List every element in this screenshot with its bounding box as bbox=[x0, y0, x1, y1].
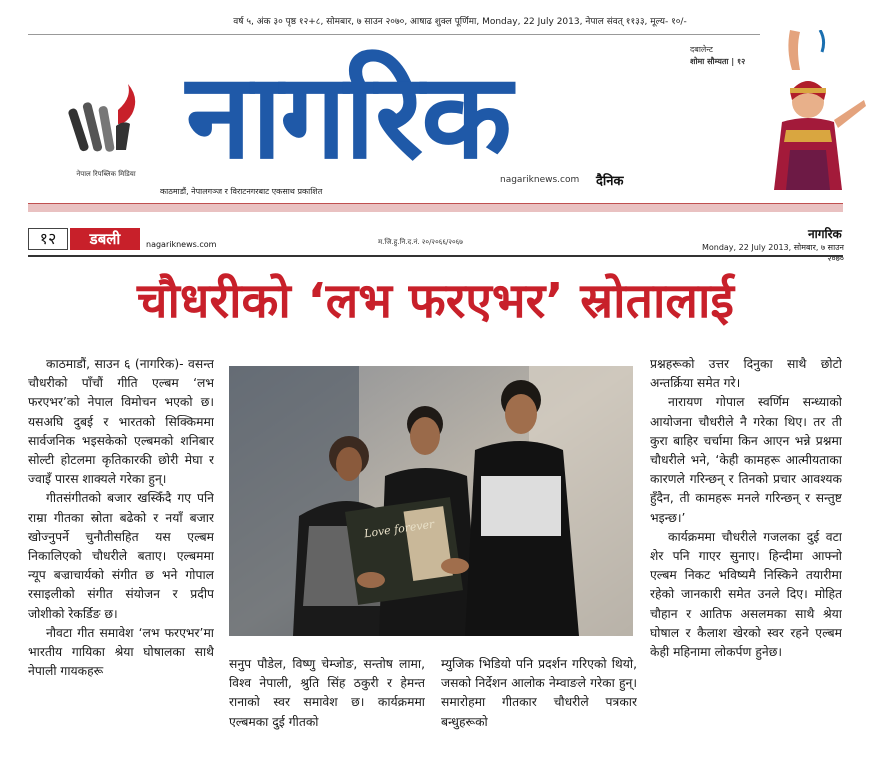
section-date: Monday, 22 July 2013, सोमबार, ७ साउन २०७० bbox=[701, 243, 844, 263]
publisher-logo bbox=[66, 80, 142, 168]
page-number: १२ bbox=[28, 228, 68, 250]
masthead-daily-label: दैनिक bbox=[596, 174, 624, 189]
section-brand: नागरिक bbox=[808, 227, 842, 241]
paragraph: काठमाडौं, साउन ६ (नागरिक)- वसन्त चौधरीको पाँचौं गीति एल्बम ‘लभ फरएभर’को नेपाल विमोचन भएको छ। यसअघि दुबई र भारतको सिक्किममा सार्वजनिक भइसकेको एल्बमको शनिबार सोल्टी होटलमा कृतिकारकी छोरी मेघा र ज्वाइँ पारस शाक्यले गरेका हुन्। bbox=[28, 357, 214, 487]
promo-line-1: दबालेन्ट bbox=[690, 45, 713, 54]
masthead-website: nagariknews.com bbox=[500, 175, 580, 185]
article-photo bbox=[229, 366, 633, 636]
paragraph: म्युजिक भिडियो पनि प्रदर्शन गरिएको थियो, जसको निर्देशन आलोक नेम्वाङले गरेका हुन्। समारोहमा गीतकार चौधरीले पत्रकार बन्धुहरूको bbox=[441, 657, 637, 729]
newspaper-masthead: नागरिक bbox=[186, 47, 510, 185]
paragraph: गीतसंगीतको बजार खस्किँदै गए पनि राम्रा गीतका स्रोता बढेको र नयाँ बजार खोज्नुपर्ने चुनौतीसहित यस एल्बम निकालिएको चौधरीले बताए। एल्बममा न्यूप बज्राचार्यको संगीत छ भने गोपाल रसाइलीको संगीत संयोजन र प्रदीप जोशीको रेकर्डिङ छ। bbox=[28, 491, 214, 621]
top-rule bbox=[28, 34, 843, 35]
promo-line-2: शोमा सौम्यता | १२ bbox=[690, 57, 746, 66]
paragraph: नौवटा गीत समावेश ‘लभ फरएभर’मा भारतीय गायिका श्रेया घोषालका साथै नेपाली गायकहरू bbox=[28, 625, 214, 679]
edition-info-line: वर्ष ५, अंक ३० पृष्ठ १२+८, सोमबार, ७ साउन २०७०, आषाढ शुक्ल पूर्णिमा, Monday, 22 July 2013, नेपाल संवत् ११३३, मूल्य- १०/- bbox=[233, 17, 687, 27]
masthead-publishing-places: काठमाडौं, नेपालगञ्ज र विराटनगरबाट एकसाथ प्रकाशित bbox=[160, 187, 323, 196]
album-cover-text: Love forever bbox=[363, 517, 436, 541]
article-column-4 bbox=[650, 355, 842, 755]
paragraph: प्रश्नहरूको उत्तर दिनुका साथै छोटो अन्तर्क्रिया समेत गरे। bbox=[650, 357, 842, 391]
article-headline: चौधरीको ‘लभ फरएभर’ स्रोतालाई bbox=[137, 273, 734, 329]
section-rule bbox=[28, 255, 843, 257]
dancer-promo-image bbox=[760, 30, 870, 190]
masthead-divider-band bbox=[28, 203, 843, 212]
section-name: डबली bbox=[70, 228, 140, 250]
article-column-1 bbox=[28, 355, 214, 755]
article-column-3 bbox=[441, 655, 637, 755]
paragraph: सनुप पौडेल, विष्णु चेम्जोङ, सन्तोष लामा, विश्व नेपाली, श्रुति सिंह ठकुरी र हेमन्त रानाको स्वर समावेश छ। कार्यक्रममा एल्बमका दुई गीतको bbox=[229, 657, 425, 729]
paragraph: कार्यक्रममा चौधरीले गजलका दुई वटा शेर पनि गाएर सुनाए। हिन्दीमा आफ्नो एल्बम निकट भविष्यमै निस्किने तयारीमा रहेको जानकारी समेत उनले दिए। मोहित चौहान र आतिफ असलमका साथै श्रेया घोषाल र कैलाश खेरको स्वर रहने एल्बम केही महिनामा लोकर्पण हुनेछ। bbox=[650, 529, 842, 660]
promo-text bbox=[690, 44, 745, 68]
article-column-2 bbox=[229, 655, 425, 755]
paragraph: नारायण गोपाल स्वर्णिम सन्ध्याको आयोजना चौधरीले नै गरेका थिए। तर ती कुरा बाहिर चर्चामा किन आएन भन्ने प्रश्नमा चौधरीले भने, ‘केही कामहरू आत्मीयताका कारणले गरिन्छन् र तिनको प्रचार आवश्यक हुँदैन, ती कामहरू मनले गरिन्छन् र सन्तुष्ट भइन्छ।’ bbox=[650, 395, 842, 525]
logo-caption: नेपाल रिपब्लिक मिडिया bbox=[76, 170, 136, 178]
section-website: nagariknews.com bbox=[146, 240, 217, 249]
registration-number: म.जि.हु.नि.द.नं. २०/२०६६/२०६७ bbox=[378, 238, 463, 246]
